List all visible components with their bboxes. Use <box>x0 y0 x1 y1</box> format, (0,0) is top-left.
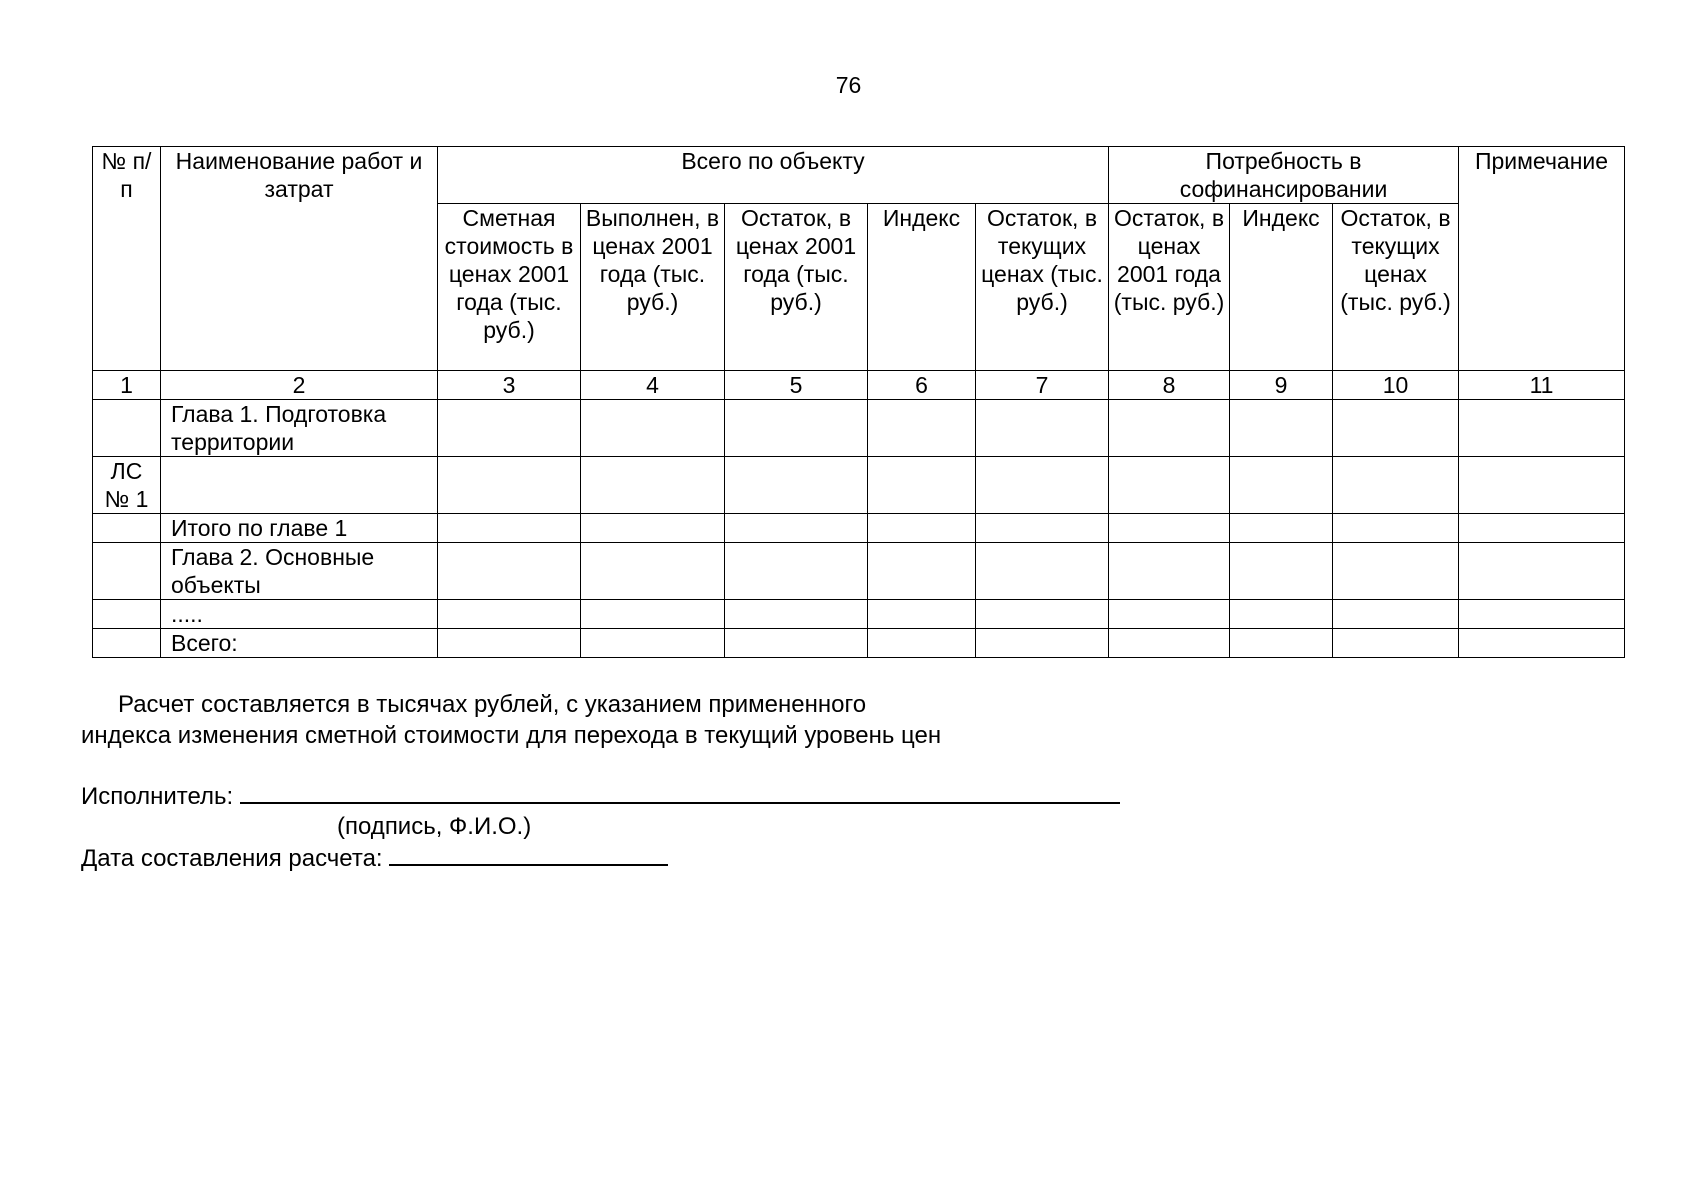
executor-line <box>81 780 1120 812</box>
date-label: Дата составления расчета: <box>81 845 383 872</box>
row-name: Глава 2. Основные объекты <box>161 543 438 600</box>
header-sub-cell: Остаток, в текущих ценах (тыс. руб.) <box>1333 204 1459 371</box>
executor-label: Исполнитель: <box>81 783 234 810</box>
column-number: 11 <box>1459 371 1625 400</box>
table-row <box>93 629 1625 658</box>
column-number: 8 <box>1109 371 1230 400</box>
page-number: 76 <box>835 72 862 98</box>
row-name: Всего: <box>161 629 438 658</box>
header-sub-cell: Индекс <box>868 204 976 371</box>
header-no: № п/п <box>93 147 161 371</box>
table-row <box>93 400 1625 457</box>
column-number: 2 <box>161 371 438 400</box>
row-name: ..... <box>161 600 438 629</box>
header-sub-cell: Индекс <box>1230 204 1333 371</box>
header-total-group: Всего по объекту <box>438 147 1109 204</box>
date-line <box>81 842 668 874</box>
column-number: 5 <box>725 371 868 400</box>
executor-signature-blank[interactable] <box>240 780 1120 804</box>
row-no <box>93 514 161 543</box>
header-row-top <box>93 147 1625 204</box>
column-number: 7 <box>976 371 1109 400</box>
header-sub-cell: Остаток, в ценах 2001 года (тыс. руб.) <box>725 204 868 371</box>
table-row <box>93 514 1625 543</box>
row-no <box>93 629 161 658</box>
column-number: 3 <box>438 371 581 400</box>
row-name: Глава 1. Подготовка территории <box>161 400 438 457</box>
date-blank[interactable] <box>389 842 668 866</box>
header-sub-cell: Сметная стоимость в ценах 2001 года (тыс. руб.) <box>438 204 581 371</box>
row-no <box>93 543 161 600</box>
header-note: Примечание <box>1459 147 1625 371</box>
column-number: 10 <box>1333 371 1459 400</box>
table-row <box>93 543 1625 600</box>
column-number: 4 <box>581 371 725 400</box>
table-row <box>93 457 1625 514</box>
header-need-group: Потребность в софинансировании <box>1109 147 1459 204</box>
header-sub-cell: Выполнен, в ценах 2001 года (тыс. руб.) <box>581 204 725 371</box>
row-no <box>93 400 161 457</box>
column-number: 9 <box>1230 371 1333 400</box>
row-name: Итого по главе 1 <box>161 514 438 543</box>
column-number: 1 <box>93 371 161 400</box>
table-row <box>93 600 1625 629</box>
note-line: Расчет составляется в тысячах рублей, с указанием примененного <box>118 691 867 718</box>
column-number-row <box>93 371 1625 400</box>
note-paragraph <box>81 689 941 751</box>
row-no: ЛС № 1 <box>93 457 161 514</box>
row-no <box>93 600 161 629</box>
header-sub-cell: Остаток, в текущих ценах (тыс. руб.) <box>976 204 1109 371</box>
row-name <box>161 457 438 514</box>
signature-caption: (подпись, Ф.И.О.) <box>337 813 532 840</box>
estimate-table <box>92 146 1625 658</box>
column-number: 6 <box>868 371 976 400</box>
header-name: Наименование работ и затрат <box>161 147 438 371</box>
header-sub-cell: Остаток, в ценах 2001 года (тыс. руб.) <box>1109 204 1230 371</box>
note-line: индекса изменения сметной стоимости для перехода в текущий уровень цен <box>81 722 942 749</box>
